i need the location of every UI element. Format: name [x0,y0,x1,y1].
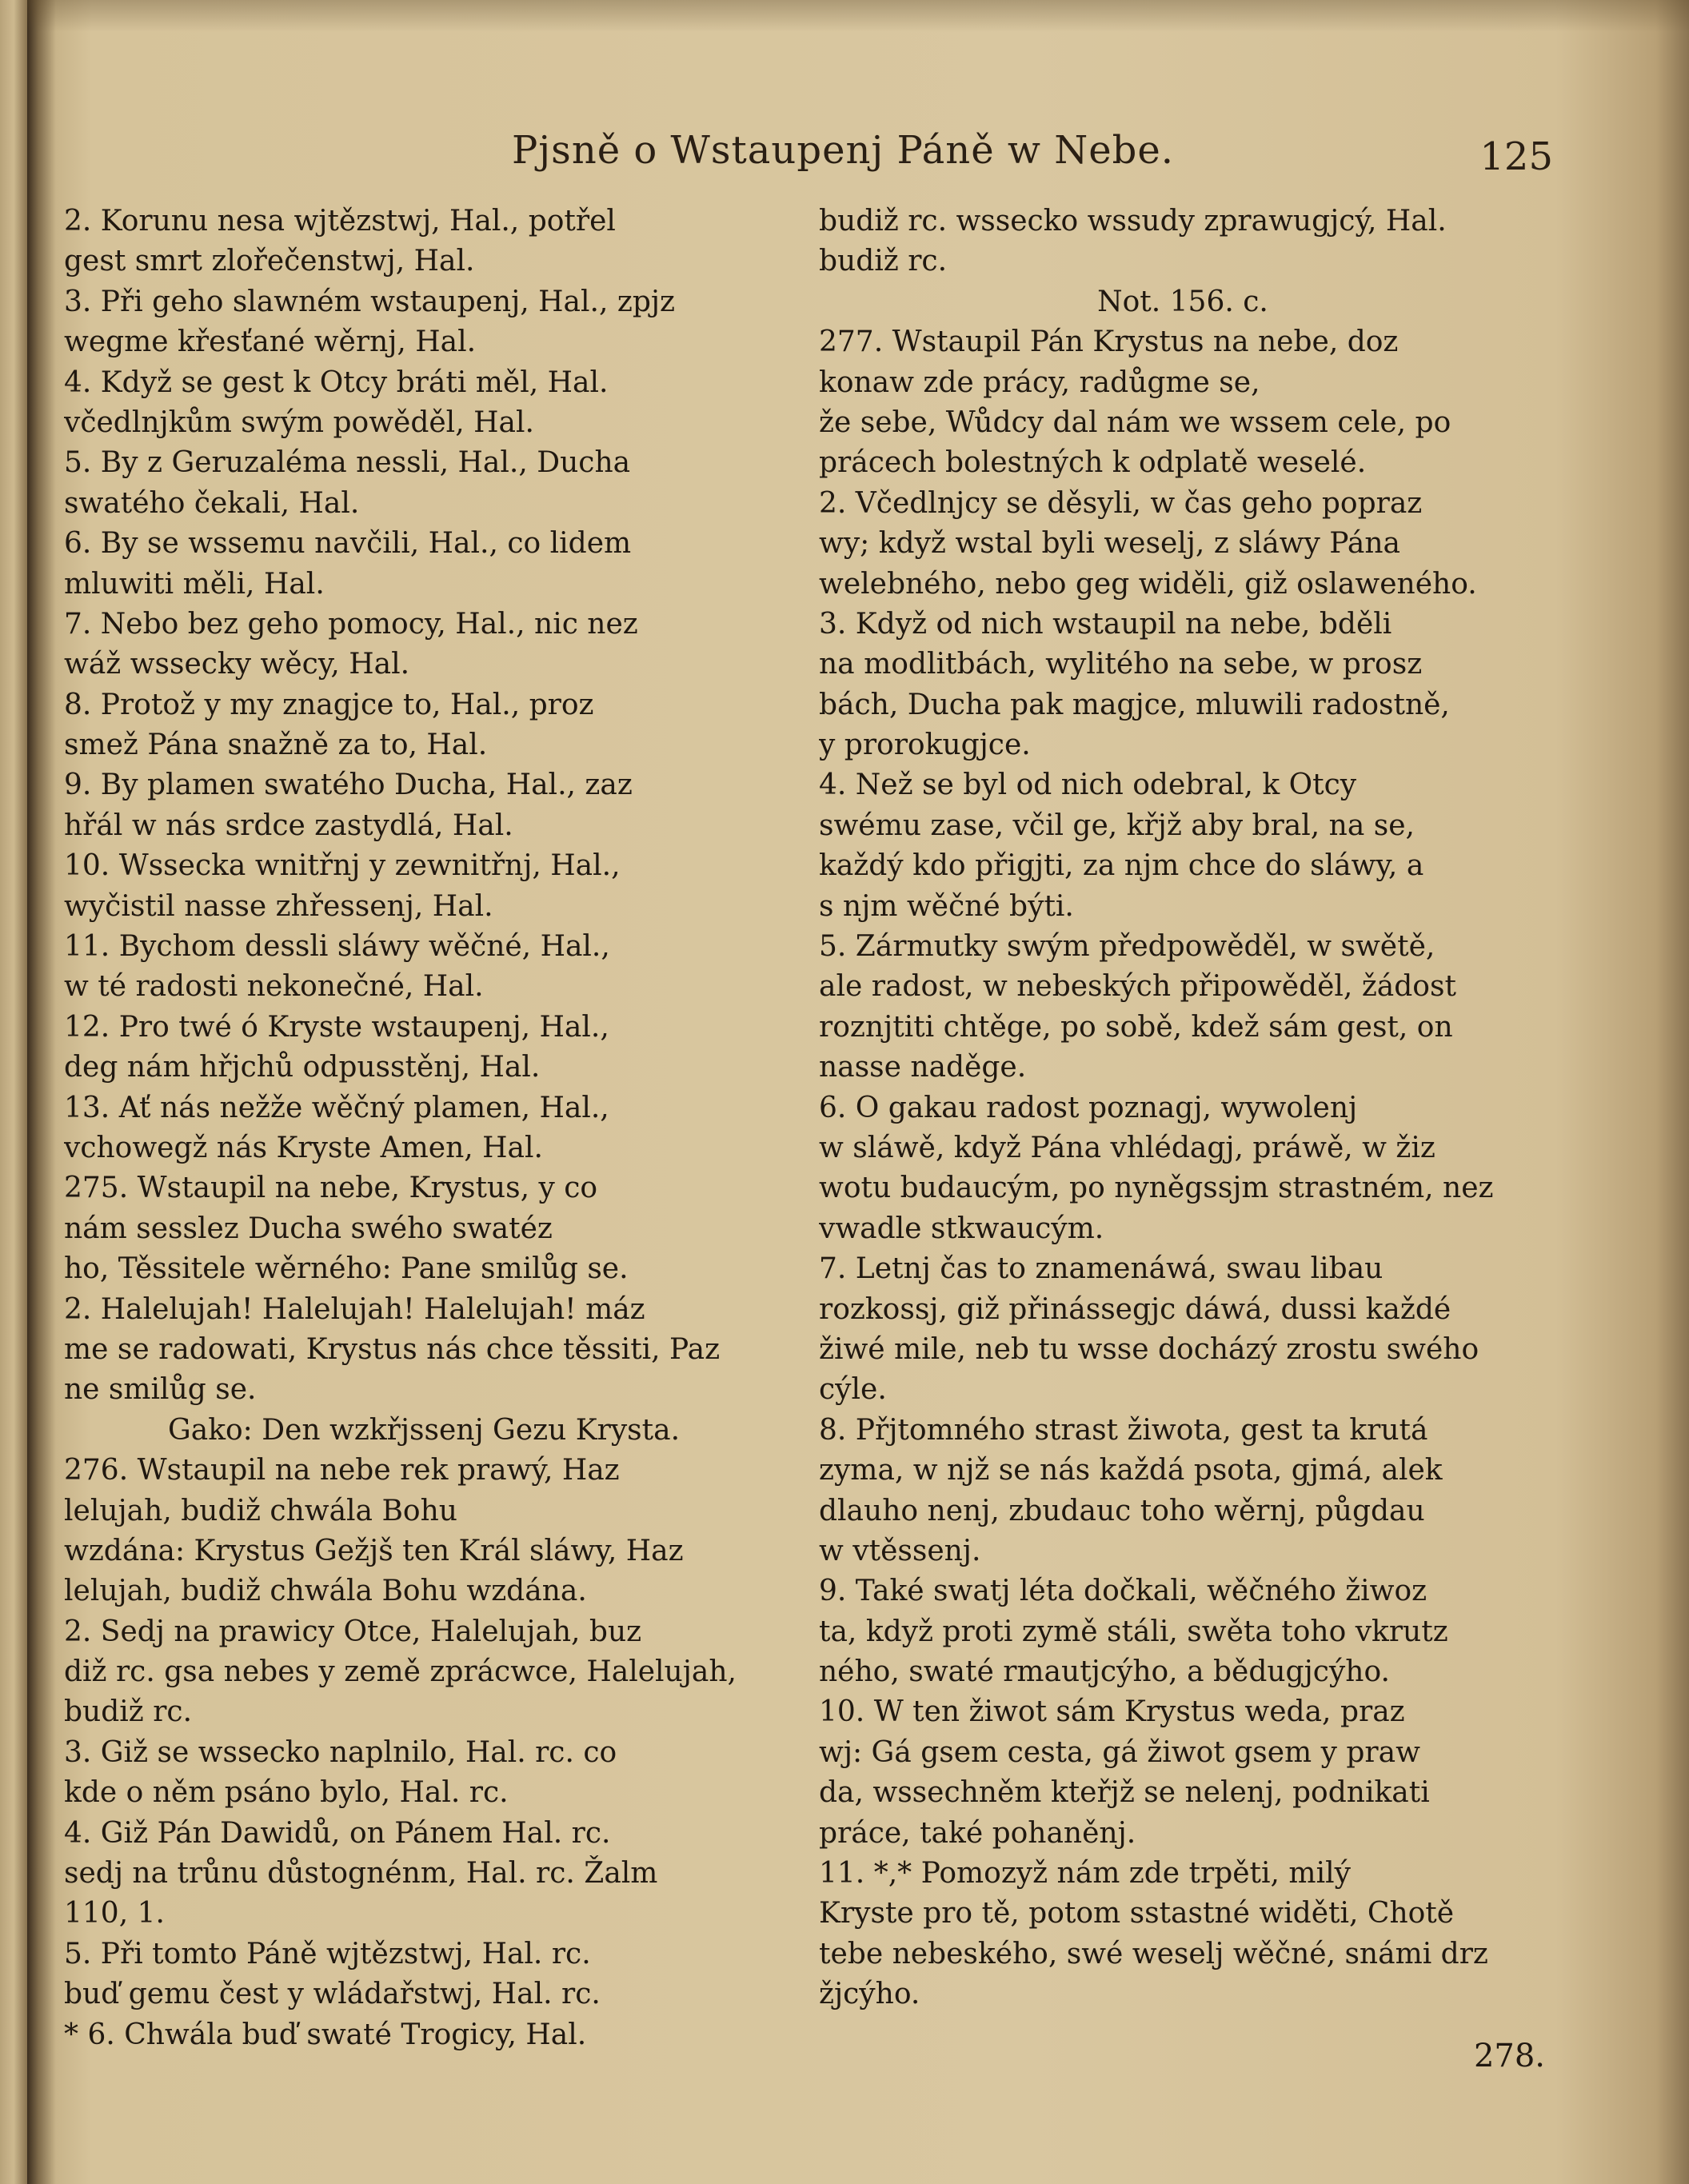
text-line: ale radost, w nebeských připowěděl, žádost [819,970,1456,1004]
text-line: konaw zde prácy, radůgme se, [819,365,1260,399]
text-line: 12. Pro twé ó Kryste wstaupenj, Hal., [64,1010,609,1044]
text-line: cýle. [819,1373,887,1407]
text-line: wotu budaucým, po nyněgssjm strastném, nez [819,1172,1494,1205]
text-line: lelujah, budiž chwála Bohu wzdána. [64,1575,587,1608]
previous-page-edge [0,0,27,2184]
text-line: nasse naděge. [819,1051,1027,1084]
text-line: 2. Sedj na prawicy Otce, Halelujah, buz [64,1615,642,1648]
text-line: 10. W ten žiwot sám Krystus weda, praz [819,1695,1405,1729]
text-line: w sláwě, když Pána vhlédagj, práwě, w žiz [819,1131,1435,1164]
text-line: 8. Protož y my znagjce to, Hal., proz [64,688,594,721]
text-line: budiž rc. [819,245,948,278]
text-line: w vtěssenj. [819,1534,981,1567]
text-line: na modlitbách, wylitého na sebe, w prosz [819,648,1423,681]
text-line: 5. Zármutky swým předpowěděl, w swětě, [819,930,1435,964]
text-line: 3. Při geho slawném wstaupenj, Hal., zpjz [64,285,675,318]
text-line: práce, také pohaněnj. [819,1816,1136,1850]
text-line: gest smrt zlořečenstwj, Hal. [64,245,475,278]
text-line: kde o něm psáno bylo, Hal. rc. [64,1776,509,1810]
text-line: * 6. Chwála buď swaté Trogicy, Hal. [64,2018,587,2051]
text-line: 11. *,* Pomozyž nám zde trpěti, milý [819,1857,1351,1891]
text-line: 11. Bychom dessli sláwy wěčné, Hal., [64,930,610,964]
text-line: hřál w nás srdce zastydlá, Hal. [64,809,513,842]
text-line: sedj na trůnu důstognénm, Hal. rc. Žalm [64,1857,658,1891]
text-line: Kryste pro tě, potom sstastné widěti, Chotě [819,1897,1455,1930]
text-line: včedlnjkům swým powěděl, Hal. [64,405,534,439]
text-line: 5. By z Geruzaléma nessli, Hal., Ducha [64,446,631,480]
left-column [64,202,784,2055]
text-line: 6. By se wssemu navčili, Hal., co lidem [64,527,632,561]
text-line: s njm wěčné býti. [819,889,1074,923]
text-line: 2. Halelujah! Halelujah! Halelujah! máz [64,1292,645,1326]
text-line: wj: Gá gsem cesta, gá žiwot gsem y praw [819,1735,1420,1769]
text-line: swatého čekali, Hal. [64,486,360,520]
text-line: wzdána: Krystus Gežjš ten Král sláwy, Haz [64,1534,684,1567]
text-line: Gako: Den wzkřjssenj Gezu Krysta. [167,1413,681,1447]
text-line: 10. Wssecka wnitřnj y zewnitřnj, Hal., [64,849,621,883]
text-line: 275. Wstaupil na nebe, Krystus, y co [64,1172,598,1205]
text-line: vwadle stkwaucým. [819,1212,1104,1245]
text-line: 8. Přjtomného strast žiwota, gest ta krutá [819,1413,1428,1447]
text-line: lelujah, budiž chwála Bohu [64,1494,457,1527]
text-line: wáž wssecky wěcy, Hal. [64,648,410,681]
text-line: 4. Když se gest k Otcy bráti měl, Hal. [64,365,609,399]
text-line: wyčistil nasse zhřessenj, Hal. [64,889,493,923]
text-line: diž rc. gsa nebes y země zprácwce, Halelujah, [64,1655,737,1689]
text-line: 7. Letnj čas to znamenáwá, swau libau [819,1252,1384,1286]
text-line: y prorokugjce. [819,729,1031,762]
text-line: wy; když wstal byli weselj, z sláwy Pána [819,527,1400,561]
text-line: že sebe, Wůdcy dal nám we wssem cele, po [819,405,1451,439]
text-line: 2. Včedlnjcy se děsyli, w čas geho popraz [819,486,1423,520]
text-line: me se radowati, Krystus nás chce těssiti, Paz [64,1332,721,1366]
text-line: ne smilůg se. [64,1373,257,1407]
text-line: 3. Giž se wssecko naplnilo, Hal. rc. co [64,1735,617,1769]
text-line: 276. Wstaupil na nebe rek prawý, Haz [64,1454,620,1487]
right-column [819,202,1547,2015]
text-line: nám sesslez Ducha swého swatéz [64,1212,553,1245]
text-line: 5. Při tomto Páně wjtězstwj, Hal. rc. [64,1937,591,1970]
text-line: každý kdo přigjti, za njm chce do sláwy, a [819,849,1424,883]
text-line: 110, 1. [64,1897,165,1930]
text-line: 6. O gakau radost poznagj, wywolenj [819,1091,1358,1124]
text-line: 13. Ať nás nežže wěčný plamen, Hal., [64,1091,609,1124]
text-line: roznjtiti chtěge, po sobě, kdež sám gest, on [819,1010,1453,1044]
text-line: vchowegž nás Kryste Amen, Hal. [64,1131,543,1164]
page-number: 125 [1479,134,1553,179]
text-line: welebného, nebo geg widěli, giž oslaweného. [819,567,1477,601]
text-line: prácech bolestných k odplatě weselé. [819,446,1367,480]
text-line: 277. Wstaupil Pán Krystus na nebe, doz [819,325,1399,359]
text-line: mluwiti měli, Hal. [64,567,325,601]
text-line: ného, swaté rmautjcýho, a bědugjcýho. [819,1655,1390,1689]
text-line: Not. 156. c. [1097,285,1268,318]
text-line: 3. Když od nich wstaupil na nebe, bděli [819,607,1392,641]
text-line: dlauho nenj, zbudauc toho wěrnj, půgdau [819,1494,1425,1527]
running-title: Pjsně o Wstaupenj Páně w Nebe. [512,128,1174,173]
text-line: budiž rc. wssecko wssudy zprawugjcý, Hal. [819,205,1447,238]
text-line: smež Pána snažně za to, Hal. [64,729,488,762]
text-line: w té radosti nekonečné, Hal. [64,970,484,1004]
text-line: 7. Nebo bez geho pomocy, Hal., nic nez [64,607,638,641]
text-line: 9. Také swatj léta dočkali, wěčného žiwoz [819,1575,1427,1608]
text-line: buď gemu čest y wládařstwj, Hal. rc. [64,1978,601,2011]
text-line: wegme křesťané wěrnj, Hal. [64,325,477,359]
text-line: 4. Giž Pán Dawidů, on Pánem Hal. rc. [64,1816,611,1850]
text-line: 4. Než se byl od nich odebral, k Otcy [819,769,1357,802]
text-line: žiwé mile, neb tu wsse docházý zrostu swého [819,1332,1479,1366]
text-line: žjcýho. [819,1978,920,2011]
text-line: ho, Těssitele wěrného: Pane smilůg se. [64,1252,629,1286]
text-line: 2. Korunu nesa wjtězstwj, Hal., potřel [64,205,616,238]
catchword: 278. [1473,2038,1545,2074]
text-line: rozkossj, giž přinássegjc dáwá, dussi každé [819,1292,1451,1326]
text-line: tebe nebeského, swé weselj wěčné, snámi drz [819,1937,1488,1970]
text-line: budiž rc. [64,1695,193,1729]
text-line: swému zase, včil ge, křjž aby bral, na se, [819,809,1415,842]
text-line: deg nám hřjchů odpusstěnj, Hal. [64,1051,541,1084]
text-line: 9. By plamen swatého Ducha, Hal., zaz [64,769,633,802]
text-line: bách, Ducha pak magjce, mluwili radostně, [819,688,1450,721]
text-line: ta, když proti zymě stáli, swěta toho vkrutz [819,1615,1448,1648]
text-line: da, wssechněm kteřjž se nelenj, podnikati [819,1776,1430,1810]
text-line: zyma, w njž se nás každá psota, gjmá, alek [819,1454,1443,1487]
book-page [27,0,1689,2184]
